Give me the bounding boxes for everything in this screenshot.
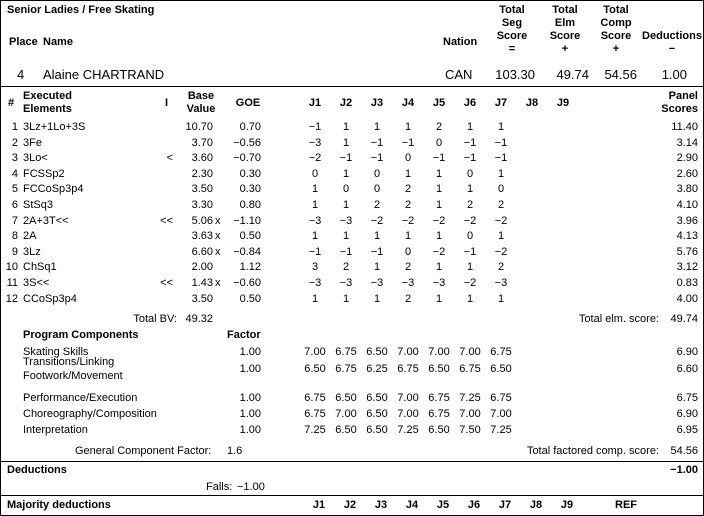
component-judge-score: 7.00 [459,346,481,358]
element-bonus-mark: x [215,277,221,289]
col-info-header: I [165,97,169,109]
element-judge-score: −2 [432,214,446,227]
element-judge-score: 3 [311,261,319,274]
element-judge-score: −3 [401,277,415,289]
element-judge-score: 0 [466,230,474,243]
element-judge-score: 1 [404,121,412,133]
skater-comp-score: 54.56 [604,67,637,82]
divider [1,461,703,462]
majority-judge-6: J6 [467,499,481,511]
majority-judge-4: J4 [405,499,419,511]
component-judge-score: 6.50 [366,346,388,358]
element-num: 11 [6,277,18,289]
majority-judge-5: J5 [436,499,450,511]
component-panel-score: 6.60 [676,363,698,375]
element-num: 8 [11,230,18,243]
gcf-label: General Component Factor: [75,445,212,457]
col-num-header: # [8,97,15,109]
element-judge-score: 1 [342,230,350,243]
element-judge-score: 2 [497,199,505,211]
component-judge-score: 7.00 [490,408,512,420]
skater-name: Alaine CHARTRAND [43,67,165,82]
component-judge-score: 6.50 [366,408,388,420]
components-title: Program Components [23,329,139,341]
component-judge-score: 7.50 [459,424,481,436]
element-judge-score: −1 [494,152,508,165]
element-judge-score: 1 [342,121,350,133]
judge-header-4: J4 [401,97,415,109]
element-judge-score: 2 [404,261,412,274]
component-judge-score: 6.75 [397,363,419,375]
place-header: Place [9,36,38,48]
component-judge-score: 6.50 [490,363,512,375]
component-judge-score: 6.75 [335,346,357,358]
elm-score-header: Total Elm Score + [549,4,581,55]
element-panel-score: 4.00 [676,292,698,305]
element-goe: 0.70 [239,121,261,133]
element-panel-score: 2.90 [676,152,698,165]
element-judge-score: 1 [342,167,350,180]
element-goe: 1.12 [239,261,261,274]
element-code: 3Lo< [23,152,48,165]
skater-place: 4 [17,67,25,82]
judge-header-7: J7 [494,97,508,109]
element-judge-score: 1 [404,230,412,243]
element-code: StSq3 [23,199,53,211]
element-bonus-mark: x [215,214,221,227]
element-judge-score: 0 [404,152,412,165]
element-judge-score: −3 [339,214,353,227]
element-judge-score: 0 [373,167,381,180]
element-base-value: 3.60 [191,152,213,165]
element-base-value: 2.30 [191,167,213,180]
element-info: < [166,152,173,165]
component-factor: 1.00 [239,363,261,375]
component-panel-score: 6.95 [676,424,698,436]
element-judge-score: 2 [404,183,412,196]
skater-seg-score: 103.30 [495,67,535,82]
element-code: FCSSp2 [23,167,65,180]
element-num: 5 [11,183,18,196]
element-judge-score: 1 [435,183,443,196]
element-judge-score: 2 [497,261,505,274]
majority-judge-1: J1 [312,499,326,511]
element-judge-score: 1 [466,121,474,133]
element-num: 7 [11,214,18,227]
element-code: 3Lz [23,245,41,258]
element-code: CCoSp3p4 [23,292,77,305]
component-judge-score: 7.25 [304,424,326,436]
element-bonus-mark: x [215,230,221,243]
skater-elm-score: 49.74 [556,67,589,82]
component-judge-score: 7.00 [459,408,481,420]
element-judge-score: 1 [497,167,505,180]
col-exec-header: Executed Elements [23,90,72,115]
gcf-value: 1.6 [227,445,243,457]
judge-header-5: J5 [432,97,446,109]
skater-nation: CAN [445,67,473,82]
element-judge-score: −1 [308,121,322,133]
component-factor: 1.00 [239,424,261,436]
component-judge-score: 6.75 [428,392,450,404]
element-code: FCCoSp3p4 [23,183,84,196]
element-judge-score: −1 [463,152,477,165]
element-judge-score: 1 [466,292,474,305]
element-base-value: 3.70 [191,136,213,149]
element-judge-score: −2 [463,277,477,289]
component-name: Performance/Execution [23,392,138,404]
component-panel-score: 6.90 [676,408,698,420]
component-judge-score: 7.00 [428,346,450,358]
element-panel-score: 5.76 [676,245,698,258]
component-judge-score: 6.50 [366,392,388,404]
element-num: 6 [11,199,18,211]
component-judge-score: 7.25 [459,392,481,404]
deductions-total: −1.00 [670,464,698,476]
element-judge-score: 1 [373,292,381,305]
element-judge-score: −1 [494,136,508,149]
element-info: << [160,214,173,227]
event-title: Senior Ladies / Free Skating [7,4,155,16]
component-judge-score: 7.00 [397,346,419,358]
element-judge-score: −3 [370,277,384,289]
element-judge-score: 0 [435,136,443,149]
component-name: Choreography/Composition [23,408,157,420]
element-judge-score: 1 [342,199,350,211]
element-judge-score: −1 [370,245,384,258]
judge-header-6: J6 [463,97,477,109]
element-judge-score: −3 [308,277,322,289]
component-judge-score: 6.50 [335,392,357,404]
element-judge-score: −2 [401,214,415,227]
total-elm-label: Total elm. score: [578,313,659,325]
element-judge-score: 0 [311,167,319,180]
element-judge-score: 1 [311,230,319,243]
col-goe-header: GOE [235,97,261,109]
element-judge-score: 2 [342,261,350,274]
element-judge-score: 1 [435,292,443,305]
element-num: 4 [11,167,18,180]
element-base-value: 3.30 [191,199,213,211]
falls-label: Falls: [206,481,233,493]
element-panel-score: 3.14 [676,136,698,149]
element-judge-score: 1 [466,183,474,196]
element-judge-score: −1 [401,136,415,149]
total-bv-label: Total BV: [133,313,177,325]
element-goe: −0.84 [233,245,261,258]
element-judge-score: −1 [463,136,477,149]
element-num: 3 [11,152,18,165]
element-code: 3Fe [23,136,42,149]
skater-deductions: 1.00 [661,67,687,82]
element-num: 1 [11,121,18,133]
component-panel-score: 6.75 [676,392,698,404]
component-judge-score: 6.75 [304,392,326,404]
element-judge-score: 1 [435,230,443,243]
element-panel-score: 2.60 [676,167,698,180]
element-judge-score: 1 [497,230,505,243]
component-judge-score: 6.75 [335,363,357,375]
element-judge-score: −2 [432,245,446,258]
element-base-value: 2.00 [191,261,213,274]
element-judge-score: 1 [497,292,505,305]
majority-judge-7: J7 [498,499,512,511]
judge-header-3: J3 [370,97,384,109]
element-judge-score: 1 [404,167,412,180]
total-comp-label: Total factored comp. score: [526,445,659,457]
component-judge-score: 6.50 [304,363,326,375]
element-goe: −0.60 [233,277,261,289]
element-bonus-mark: x [215,245,221,258]
element-judge-score: 1 [311,199,319,211]
element-num: 9 [11,245,18,258]
element-goe: 0.50 [239,292,261,305]
deductions-label: Deductions [7,464,67,476]
falls-value: −1.00 [237,481,265,493]
element-code: 2A [23,230,37,243]
element-judge-score: 2 [404,292,412,305]
element-panel-score: 4.13 [676,230,698,243]
majority-judge-9: J9 [560,499,574,511]
element-judge-score: −2 [308,152,322,165]
element-judge-score: 1 [342,292,350,305]
element-judge-score: −1 [463,245,477,258]
component-judge-score: 7.25 [490,424,512,436]
element-judge-score: 0 [497,183,505,196]
element-base-value: 6.60 [191,245,213,258]
element-judge-score: −1 [339,152,353,165]
component-name: Footwork/Movement [23,370,123,382]
judge-header-8: J8 [525,97,539,109]
element-info: << [160,277,173,289]
element-judge-score: 0 [404,245,412,258]
element-judge-score: 0 [373,183,381,196]
element-panel-score: 3.12 [676,261,698,274]
total-elm-value: 49.74 [670,313,698,325]
element-base-value: 10.70 [185,121,213,133]
element-num: 12 [5,292,18,305]
element-judge-score: −1 [308,245,322,258]
element-goe: −1.10 [233,214,261,227]
element-judge-score: 1 [373,230,381,243]
element-judge-score: −2 [494,245,508,258]
component-judge-score: 6.75 [490,392,512,404]
total-bv-value: 49.32 [185,313,213,325]
element-panel-score: 3.96 [676,214,698,227]
component-judge-score: 6.50 [335,424,357,436]
element-base-value: 1.43 [191,277,213,289]
element-goe: 0.30 [239,167,261,180]
element-judge-score: −1 [370,152,384,165]
col-panel-header: Panel Scores [661,90,698,115]
element-goe: 0.80 [239,199,261,211]
element-judge-score: −2 [463,214,477,227]
judge-header-2: J2 [339,97,353,109]
component-judge-score: 6.75 [459,363,481,375]
element-judge-score: −3 [308,136,322,149]
element-panel-score: 11.40 [671,121,698,133]
element-judge-score: −2 [370,214,384,227]
element-goe: 0.30 [239,183,261,196]
majority-judge-3: J3 [374,499,388,511]
element-judge-score: −1 [432,152,446,165]
element-goe: 0.50 [239,230,261,243]
element-num: 10 [5,261,18,274]
element-goe: −0.56 [233,136,261,149]
component-judge-score: 6.50 [428,424,450,436]
divider [1,86,703,87]
component-judge-score: 6.50 [428,363,450,375]
component-name: Interpretation [23,424,88,436]
element-judge-score: 0 [342,183,350,196]
element-judge-score: 1 [435,199,443,211]
majority-ref: REF [615,499,637,511]
component-judge-score: 7.00 [397,408,419,420]
element-code: 2A+3T<< [23,214,69,227]
element-judge-score: −3 [494,277,508,289]
divider [1,495,703,496]
element-base-value: 5.06 [191,214,213,227]
col-bv-header: Base Value [186,90,216,115]
element-code: ChSq1 [23,261,57,274]
majority-judge-8: J8 [529,499,543,511]
element-goe: −0.70 [233,152,261,165]
element-panel-score: 0.83 [676,277,698,289]
component-name: Transitions/Linking [23,356,115,368]
element-judge-score: 1 [373,121,381,133]
component-factor: 1.00 [239,346,261,358]
element-judge-score: 1 [342,136,350,149]
component-judge-score: 6.50 [366,424,388,436]
judge-header-9: J9 [556,97,570,109]
component-judge-score: 6.25 [366,363,388,375]
element-code: 3S<< [23,277,50,289]
element-judge-score: 2 [466,199,474,211]
component-judge-score: 6.75 [490,346,512,358]
component-factor: 1.00 [239,408,261,420]
element-judge-score: 0 [466,167,474,180]
component-name: Skating Skills [23,346,89,358]
element-judge-score: 2 [373,199,381,211]
component-judge-score: 7.00 [397,392,419,404]
factor-header: Factor [227,329,261,341]
element-base-value: 3.50 [191,183,213,196]
element-judge-score: 1 [435,261,443,274]
element-base-value: 3.63 [191,230,213,243]
element-judge-score: −1 [339,245,353,258]
element-judge-score: −3 [308,214,322,227]
component-judge-score: 7.00 [304,346,326,358]
component-judge-score: 6.75 [304,408,326,420]
element-judge-score: 2 [435,121,443,133]
deductions-header: Deductions − [642,30,702,55]
element-judge-score: 1 [497,121,505,133]
element-judge-score: 1 [311,292,319,305]
majority-label: Majority deductions [7,499,111,511]
component-factor: 1.00 [239,392,261,404]
element-judge-score: 1 [466,261,474,274]
element-panel-score: 4.10 [676,199,698,211]
total-comp-value: 54.56 [670,445,698,457]
component-panel-score: 6.90 [676,346,698,358]
element-judge-score: 1 [311,183,319,196]
element-judge-score: 2 [404,199,412,211]
element-judge-score: −2 [494,214,508,227]
seg-score-header: Total Seg Score = [496,4,528,55]
element-judge-score: 1 [435,167,443,180]
comp-score-header: Total Comp Score + [600,4,632,55]
judge-header-1: J1 [308,97,322,109]
component-judge-score: 7.00 [335,408,357,420]
element-panel-score: 3.80 [676,183,698,196]
nation-header: Nation [443,36,478,48]
element-num: 2 [11,136,18,149]
element-judge-score: −3 [339,277,353,289]
component-judge-score: 7.25 [397,424,419,436]
element-judge-score: −1 [370,136,384,149]
element-judge-score: −3 [432,277,446,289]
majority-judge-2: J2 [343,499,357,511]
component-judge-score: 6.75 [428,408,450,420]
name-header: Name [43,36,73,48]
element-code: 3Lz+1Lo+3S [23,121,86,133]
element-base-value: 3.50 [191,292,213,305]
element-judge-score: 1 [373,261,381,274]
